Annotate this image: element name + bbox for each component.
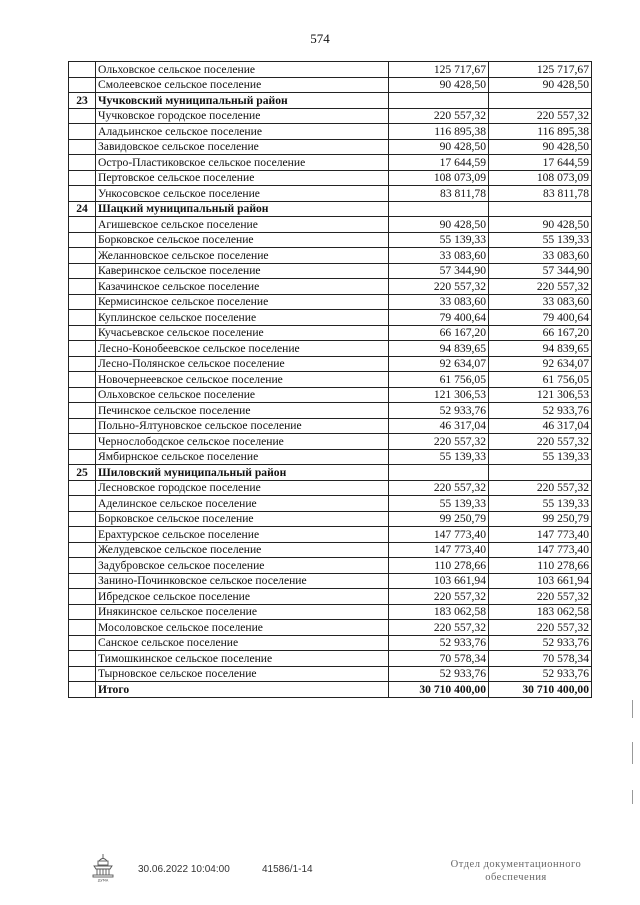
settlement-name-cell: Чернослободское сельское поселение: [96, 434, 389, 450]
row-number-cell: [69, 635, 96, 651]
settlement-name-cell: Итого: [96, 682, 389, 698]
table-row: [69, 372, 592, 388]
settlement-name-cell: Ункосовское сельское поселение: [96, 186, 389, 202]
table-row: [69, 77, 592, 93]
table-row: [69, 635, 592, 651]
settlement-name-cell: Борковское сельское поселение: [96, 232, 389, 248]
table-row: [69, 325, 592, 341]
amount-cell-1: 52 933,76: [389, 666, 489, 682]
table-row: [69, 604, 592, 620]
settlement-name-cell: Тимошкинское сельское поселение: [96, 651, 389, 667]
table-row: [69, 310, 592, 326]
amount-cell-2: 147 773,40: [489, 542, 592, 558]
table-row: [69, 139, 592, 155]
row-number-cell: [69, 124, 96, 140]
row-number-cell: [69, 263, 96, 279]
row-number-cell: [69, 434, 96, 450]
table-row: [69, 170, 592, 186]
amount-cell-2: 90 428,50: [489, 139, 592, 155]
amount-cell-1: 147 773,40: [389, 527, 489, 543]
margin-mark: [632, 742, 633, 764]
settlement-name-cell: Санское сельское поселение: [96, 635, 389, 651]
settlement-name-cell: Ольховское сельское поселение: [96, 62, 389, 78]
row-number-cell: [69, 279, 96, 295]
amount-cell-1: 103 661,94: [389, 573, 489, 589]
amount-cell-2: 46 317,04: [489, 418, 592, 434]
table-row: [69, 232, 592, 248]
settlement-name-cell: Польно-Ялтуновское сельское поселение: [96, 418, 389, 434]
row-number-cell: [69, 573, 96, 589]
row-number-cell: [69, 155, 96, 171]
amount-cell-1: 220 557,32: [389, 480, 489, 496]
table-row: [69, 108, 592, 124]
district-header-row: [69, 93, 592, 109]
table-row: [69, 279, 592, 295]
page-number: 574: [310, 31, 330, 46]
amount-cell-2: 61 756,05: [489, 372, 592, 388]
row-number-cell: [69, 356, 96, 372]
table-row: [69, 480, 592, 496]
amount-cell-2: 103 661,94: [489, 573, 592, 589]
table-row: [69, 248, 592, 264]
amount-cell-1: [389, 93, 489, 109]
row-number-cell: [69, 387, 96, 403]
amount-cell-2: 33 083,60: [489, 248, 592, 264]
table-row: [69, 263, 592, 279]
settlement-name-cell: Мосоловское сельское поселение: [96, 620, 389, 636]
table-row: [69, 511, 592, 527]
row-number-cell: [69, 496, 96, 512]
amount-cell-2: 52 933,76: [489, 403, 592, 419]
row-number-cell: [69, 232, 96, 248]
amount-cell-2: 99 250,79: [489, 511, 592, 527]
row-number-cell: [69, 108, 96, 124]
amount-cell-2: 52 933,76: [489, 635, 592, 651]
district-header-row: [69, 201, 592, 217]
settlement-name-cell: Шацкий муниципальный район: [96, 201, 389, 217]
settlement-name-cell: Ямбирнское сельское поселение: [96, 449, 389, 465]
amount-cell-2: 83 811,78: [489, 186, 592, 202]
settlement-name-cell: Желудевское сельское поселение: [96, 542, 389, 558]
amount-cell-2: 220 557,32: [489, 589, 592, 605]
footer-timestamp: 30.06.2022 10:04:00: [138, 864, 230, 875]
table-row: [69, 356, 592, 372]
settlement-name-cell: Каверинское сельское поселение: [96, 263, 389, 279]
amount-cell-2: 220 557,32: [489, 434, 592, 450]
row-number-cell: [69, 341, 96, 357]
amount-cell-1: 99 250,79: [389, 511, 489, 527]
amount-cell-1: 79 400,64: [389, 310, 489, 326]
table-row: [69, 496, 592, 512]
settlement-name-cell: Ибредское сельское поселение: [96, 589, 389, 605]
amount-cell-1: 70 578,34: [389, 651, 489, 667]
table-row: [69, 651, 592, 667]
amount-cell-1: 108 073,09: [389, 170, 489, 186]
row-number-cell: [69, 62, 96, 78]
row-number-cell: 23: [69, 93, 96, 109]
total-row: [69, 682, 592, 698]
row-number-cell: 25: [69, 465, 96, 481]
amount-cell-1: 94 839,65: [389, 341, 489, 357]
amount-cell-1: 90 428,50: [389, 77, 489, 93]
settlement-name-cell: Желанновское сельское поселение: [96, 248, 389, 264]
settlement-name-cell: Завидовское сельское поселение: [96, 139, 389, 155]
amount-cell-1: 17 644,59: [389, 155, 489, 171]
table-row: [69, 387, 592, 403]
table-row: [69, 186, 592, 202]
settlement-name-cell: Лесновское городское поселение: [96, 480, 389, 496]
row-number-cell: [69, 604, 96, 620]
amount-cell-1: 83 811,78: [389, 186, 489, 202]
row-number-cell: [69, 403, 96, 419]
amount-cell-1: 90 428,50: [389, 217, 489, 233]
settlement-name-cell: Кучасьевское сельское поселение: [96, 325, 389, 341]
amount-cell-1: 92 634,07: [389, 356, 489, 372]
settlement-name-cell: Лесно-Конобеевское сельское поселение: [96, 341, 389, 357]
settlement-name-cell: Кермисинское сельское поселение: [96, 294, 389, 310]
row-number-cell: [69, 372, 96, 388]
settlement-name-cell: Чучковский муниципальный район: [96, 93, 389, 109]
row-number-cell: 24: [69, 201, 96, 217]
amount-cell-1: 220 557,32: [389, 589, 489, 605]
amount-cell-1: 110 278,66: [389, 558, 489, 574]
footer-doc-number: 41586/1-14: [262, 864, 313, 875]
settlement-name-cell: Куплинское сельское поселение: [96, 310, 389, 326]
row-number-cell: [69, 449, 96, 465]
table-row: [69, 418, 592, 434]
amount-cell-2: 79 400,64: [489, 310, 592, 326]
amount-cell-2: 57 344,90: [489, 263, 592, 279]
amount-cell-1: 125 717,67: [389, 62, 489, 78]
amount-cell-1: 52 933,76: [389, 635, 489, 651]
amount-cell-2: 52 933,76: [489, 666, 592, 682]
table-row: [69, 558, 592, 574]
row-number-cell: [69, 217, 96, 233]
amount-cell-1: 147 773,40: [389, 542, 489, 558]
amount-cell-2: 90 428,50: [489, 217, 592, 233]
row-number-cell: [69, 139, 96, 155]
table-body: [69, 62, 592, 698]
table-row: [69, 573, 592, 589]
row-number-cell: [69, 480, 96, 496]
settlement-name-cell: Задубровское сельское поселение: [96, 558, 389, 574]
table-row: [69, 341, 592, 357]
row-number-cell: [69, 558, 96, 574]
amount-cell-1: [389, 465, 489, 481]
amount-cell-2: 33 083,60: [489, 294, 592, 310]
table-row: [69, 666, 592, 682]
row-number-cell: [69, 620, 96, 636]
row-number-cell: [69, 666, 96, 682]
settlement-name-cell: Инякинское сельское поселение: [96, 604, 389, 620]
amount-cell-2: 30 710 400,00: [489, 682, 592, 698]
settlement-name-cell: Агишевское сельское поселение: [96, 217, 389, 233]
table-row: [69, 449, 592, 465]
amount-cell-1: [389, 201, 489, 217]
amount-cell-1: 66 167,20: [389, 325, 489, 341]
table-row: [69, 527, 592, 543]
amount-cell-2: [489, 93, 592, 109]
settlement-name-cell: Шиловский муниципальный район: [96, 465, 389, 481]
table-row: [69, 62, 592, 78]
budget-table: [68, 61, 592, 698]
amount-cell-1: 55 139,33: [389, 232, 489, 248]
settlement-name-cell: Казачинское сельское поселение: [96, 279, 389, 295]
table-row: [69, 217, 592, 233]
row-number-cell: [69, 527, 96, 543]
row-number-cell: [69, 248, 96, 264]
amount-cell-2: 116 895,38: [489, 124, 592, 140]
settlement-name-cell: Аладьинское сельское поселение: [96, 124, 389, 140]
row-number-cell: [69, 682, 96, 698]
margin-mark: [632, 790, 633, 804]
row-number-cell: [69, 418, 96, 434]
row-number-cell: [69, 170, 96, 186]
row-number-cell: [69, 77, 96, 93]
amount-cell-1: 52 933,76: [389, 403, 489, 419]
settlement-name-cell: Лесно-Полянское сельское поселение: [96, 356, 389, 372]
duma-logo-icon: [90, 852, 116, 882]
department-stamp: [436, 858, 596, 884]
margin-mark: [632, 700, 633, 718]
amount-cell-1: 220 557,32: [389, 434, 489, 450]
row-number-cell: [69, 511, 96, 527]
amount-cell-2: 55 139,33: [489, 449, 592, 465]
settlement-name-cell: Пертовское сельское поселение: [96, 170, 389, 186]
row-number-cell: [69, 186, 96, 202]
table-row: [69, 124, 592, 140]
amount-cell-2: [489, 201, 592, 217]
settlement-name-cell: Смолеевское сельское поселение: [96, 77, 389, 93]
district-header-row: [69, 465, 592, 481]
amount-cell-2: 183 062,58: [489, 604, 592, 620]
settlement-name-cell: Печинское сельское поселение: [96, 403, 389, 419]
amount-cell-1: 116 895,38: [389, 124, 489, 140]
row-number-cell: [69, 294, 96, 310]
amount-cell-2: 108 073,09: [489, 170, 592, 186]
settlement-name-cell: Ольховское сельское поселение: [96, 387, 389, 403]
department-line-1: Отдел документационного: [450, 859, 582, 870]
amount-cell-1: 61 756,05: [389, 372, 489, 388]
table-row: [69, 155, 592, 171]
amount-cell-1: 90 428,50: [389, 139, 489, 155]
amount-cell-2: 66 167,20: [489, 325, 592, 341]
amount-cell-1: 46 317,04: [389, 418, 489, 434]
amount-cell-1: 121 306,53: [389, 387, 489, 403]
settlement-name-cell: Занино-Починковское сельское поселение: [96, 573, 389, 589]
table-row: [69, 294, 592, 310]
settlement-name-cell: Остро-Пластиковское сельское поселение: [96, 155, 389, 171]
amount-cell-2: 90 428,50: [489, 77, 592, 93]
amount-cell-2: [489, 465, 592, 481]
settlement-name-cell: Аделинское сельское поселение: [96, 496, 389, 512]
row-number-cell: [69, 589, 96, 605]
department-line-2: обеспечения: [485, 872, 547, 883]
amount-cell-2: 121 306,53: [489, 387, 592, 403]
amount-cell-2: 70 578,34: [489, 651, 592, 667]
logo-text: ДУМА: [97, 878, 109, 882]
amount-cell-2: 220 557,32: [489, 480, 592, 496]
settlement-name-cell: Ерахтурское сельское поселение: [96, 527, 389, 543]
amount-cell-2: 125 717,67: [489, 62, 592, 78]
amount-cell-2: 220 557,32: [489, 108, 592, 124]
amount-cell-1: 220 557,32: [389, 620, 489, 636]
amount-cell-1: 33 083,60: [389, 248, 489, 264]
table-row: [69, 403, 592, 419]
amount-cell-1: 33 083,60: [389, 294, 489, 310]
row-number-cell: [69, 310, 96, 326]
row-number-cell: [69, 651, 96, 667]
amount-cell-2: 220 557,32: [489, 279, 592, 295]
amount-cell-1: 220 557,32: [389, 279, 489, 295]
amount-cell-2: 55 139,33: [489, 232, 592, 248]
table-row: [69, 434, 592, 450]
amount-cell-1: 183 062,58: [389, 604, 489, 620]
table-row: [69, 620, 592, 636]
amount-cell-2: 92 634,07: [489, 356, 592, 372]
amount-cell-2: 17 644,59: [489, 155, 592, 171]
settlement-name-cell: Чучковское городское поселение: [96, 108, 389, 124]
amount-cell-1: 220 557,32: [389, 108, 489, 124]
amount-cell-2: 94 839,65: [489, 341, 592, 357]
amount-cell-2: 220 557,32: [489, 620, 592, 636]
row-number-cell: [69, 542, 96, 558]
amount-cell-1: 55 139,33: [389, 496, 489, 512]
settlement-name-cell: Борковское сельское поселение: [96, 511, 389, 527]
settlement-name-cell: Тырновское сельское поселение: [96, 666, 389, 682]
amount-cell-1: 57 344,90: [389, 263, 489, 279]
amount-cell-2: 55 139,33: [489, 496, 592, 512]
row-number-cell: [69, 325, 96, 341]
table-row: [69, 542, 592, 558]
amount-cell-2: 147 773,40: [489, 527, 592, 543]
amount-cell-2: 110 278,66: [489, 558, 592, 574]
amount-cell-1: 55 139,33: [389, 449, 489, 465]
amount-cell-1: 30 710 400,00: [389, 682, 489, 698]
settlement-name-cell: Новочернеевское сельское поселение: [96, 372, 389, 388]
table-row: [69, 589, 592, 605]
